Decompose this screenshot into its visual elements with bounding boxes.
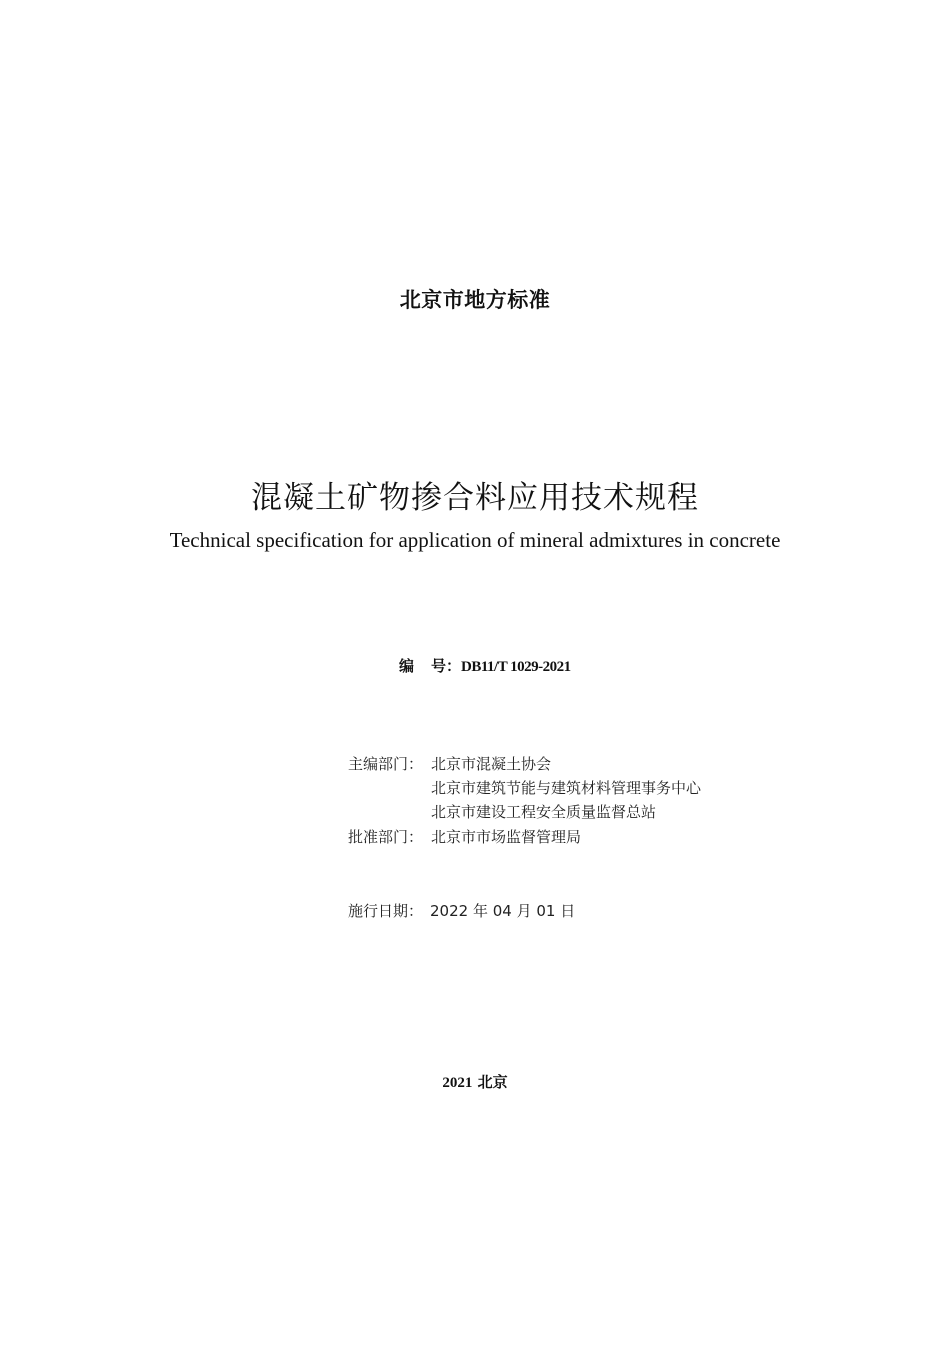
standard-code bbox=[399, 655, 571, 676]
document-title-cn: 混凝土矿物掺合料应用技术规程 bbox=[251, 480, 699, 516]
editor-item: 北京市建筑节能与建筑材料管理事务中心 bbox=[431, 779, 702, 797]
code-label-part1: 编 bbox=[399, 657, 415, 675]
effective-date-label: 施行日期： bbox=[348, 902, 424, 920]
code-number: DB11/T 1029-2021 bbox=[461, 659, 571, 675]
publication-footer bbox=[0, 1071, 950, 1092]
publication-year: 2021 bbox=[442, 1075, 473, 1091]
editors-label: 主编部门： bbox=[348, 755, 424, 773]
editor-item: 北京市混凝土协会 bbox=[431, 755, 552, 773]
document-title-en: Technical specification for application of mineral admixtures in concrete bbox=[169, 528, 781, 552]
approval-label: 批准部门： bbox=[348, 828, 424, 846]
effective-date-value: 2022 年 04 月 01 日 bbox=[430, 902, 576, 920]
code-label-part2: 号： bbox=[431, 657, 462, 675]
approval-value: 北京市市场监督管理局 bbox=[431, 828, 582, 846]
standard-type-heading: 北京市地方标准 bbox=[399, 288, 551, 312]
publication-city: 北京 bbox=[477, 1073, 508, 1091]
editor-item: 北京市建设工程安全质量监督总站 bbox=[431, 803, 657, 821]
